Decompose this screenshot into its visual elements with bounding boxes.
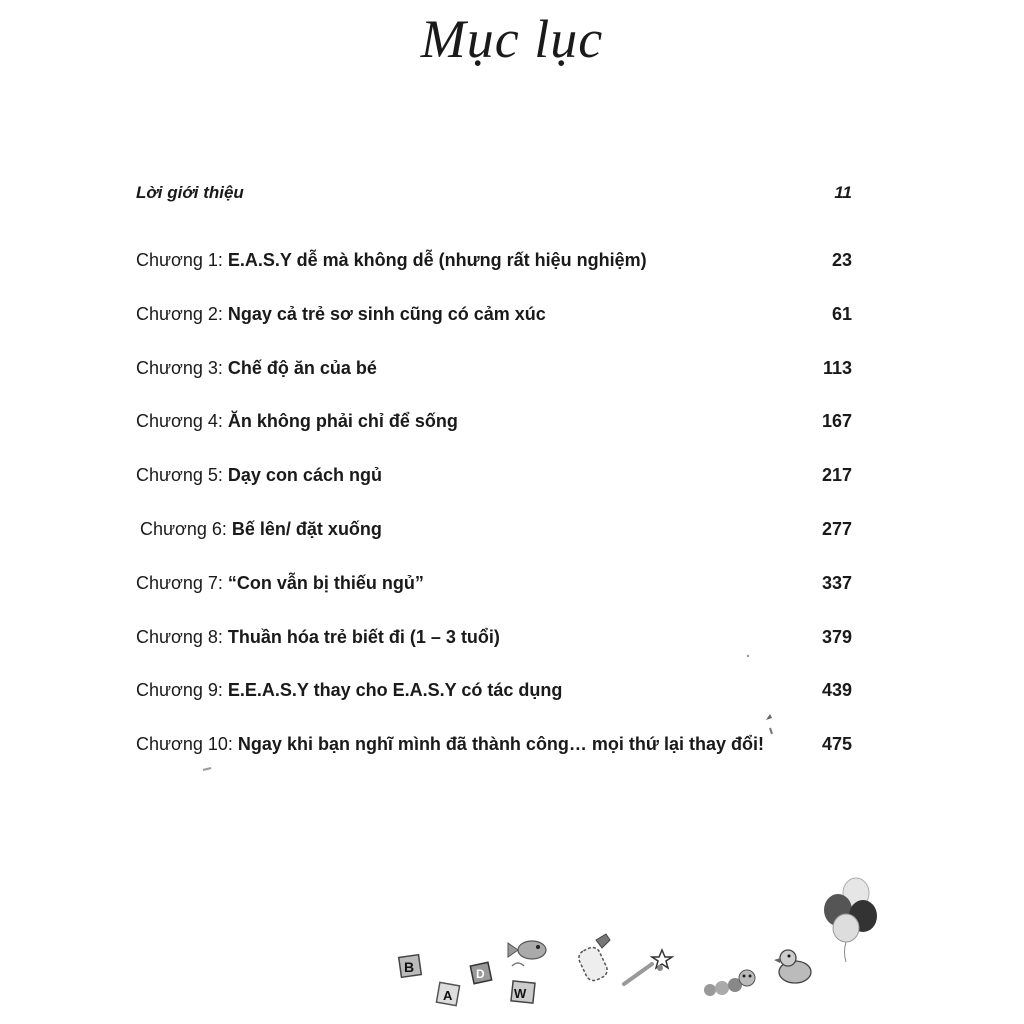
star-wand-icon: [624, 950, 672, 984]
block-b-icon: [399, 955, 422, 978]
chapter-label: Chương 7:: [136, 572, 228, 593]
svg-text:A: A: [443, 988, 453, 1003]
chapter-title: Ngay khi bạn nghĩ mình đã thành công… mọi thứ lại thay đổi!: [237, 734, 764, 755]
chapter-title: Ngay cả trẻ sơ sinh cũng có cảm xúc: [227, 303, 546, 324]
chapter-page-number: 439: [821, 680, 852, 701]
caterpillar-toy-icon: [704, 970, 755, 996]
chapter-label: Chương 2:: [136, 303, 228, 324]
chapter-page-number: 167: [821, 411, 852, 432]
chapter-page-number: 217: [821, 465, 852, 486]
chapter-page-number: 61: [831, 303, 852, 324]
svg-text:B: B: [404, 959, 415, 975]
chapter-title: Ăn không phải chỉ để sống: [227, 411, 458, 432]
chapter-title: Dạy con cách ngủ: [227, 465, 382, 486]
block-d-icon: [470, 962, 491, 983]
chapter-page-number: 475: [821, 734, 852, 755]
chapter-title: E.A.S.Y dễ mà không dễ (nhưng rất hiệu nghiệm): [227, 250, 647, 270]
chapter-label: Chương 3:: [136, 357, 228, 378]
chapter-page-number: 23: [831, 250, 852, 270]
fish-toy-icon: [508, 941, 546, 966]
chapter-title: E.E.A.S.Y thay cho E.A.S.Y có tác dụng: [227, 680, 563, 701]
chapter-page-number: 379: [821, 626, 852, 647]
rubber-duck-icon: [774, 950, 811, 983]
chapter-page-number: 277: [821, 518, 852, 539]
baby-bottle-icon: [576, 934, 610, 983]
chapter-label: Chương 8:: [136, 626, 228, 647]
svg-text:W: W: [514, 986, 527, 1001]
chapter-title: Chế độ ăn của bé: [227, 357, 377, 378]
block-w-icon: [511, 981, 535, 1003]
block-a-icon: [436, 982, 459, 1005]
chapter-label: Chương 1:: [136, 250, 228, 270]
chapter-label: Chương 10:: [136, 734, 238, 755]
svg-text:D: D: [476, 967, 485, 981]
intro-page-number: 11: [834, 183, 852, 202]
chapter-title: Thuần hóa trẻ biết đi (1 – 3 tuổi): [227, 626, 500, 647]
chapter-label: Chương 6:: [140, 518, 232, 539]
chapter-title: “Con vẫn bị thiếu ngủ”: [227, 572, 424, 593]
page-title: Mục lục: [420, 9, 604, 69]
chapter-page-number: 337: [821, 572, 852, 593]
balloons-icon: [824, 878, 877, 962]
intro-label: Lời giới thiệu: [136, 183, 244, 202]
chapter-label: Chương 5:: [136, 465, 228, 486]
chapter-label: Chương 9:: [136, 680, 228, 701]
chapter-title: Bế lên/ đặt xuống: [231, 518, 382, 539]
chapter-label: Chương 4:: [136, 411, 228, 432]
chapter-page-number: 113: [822, 357, 852, 378]
